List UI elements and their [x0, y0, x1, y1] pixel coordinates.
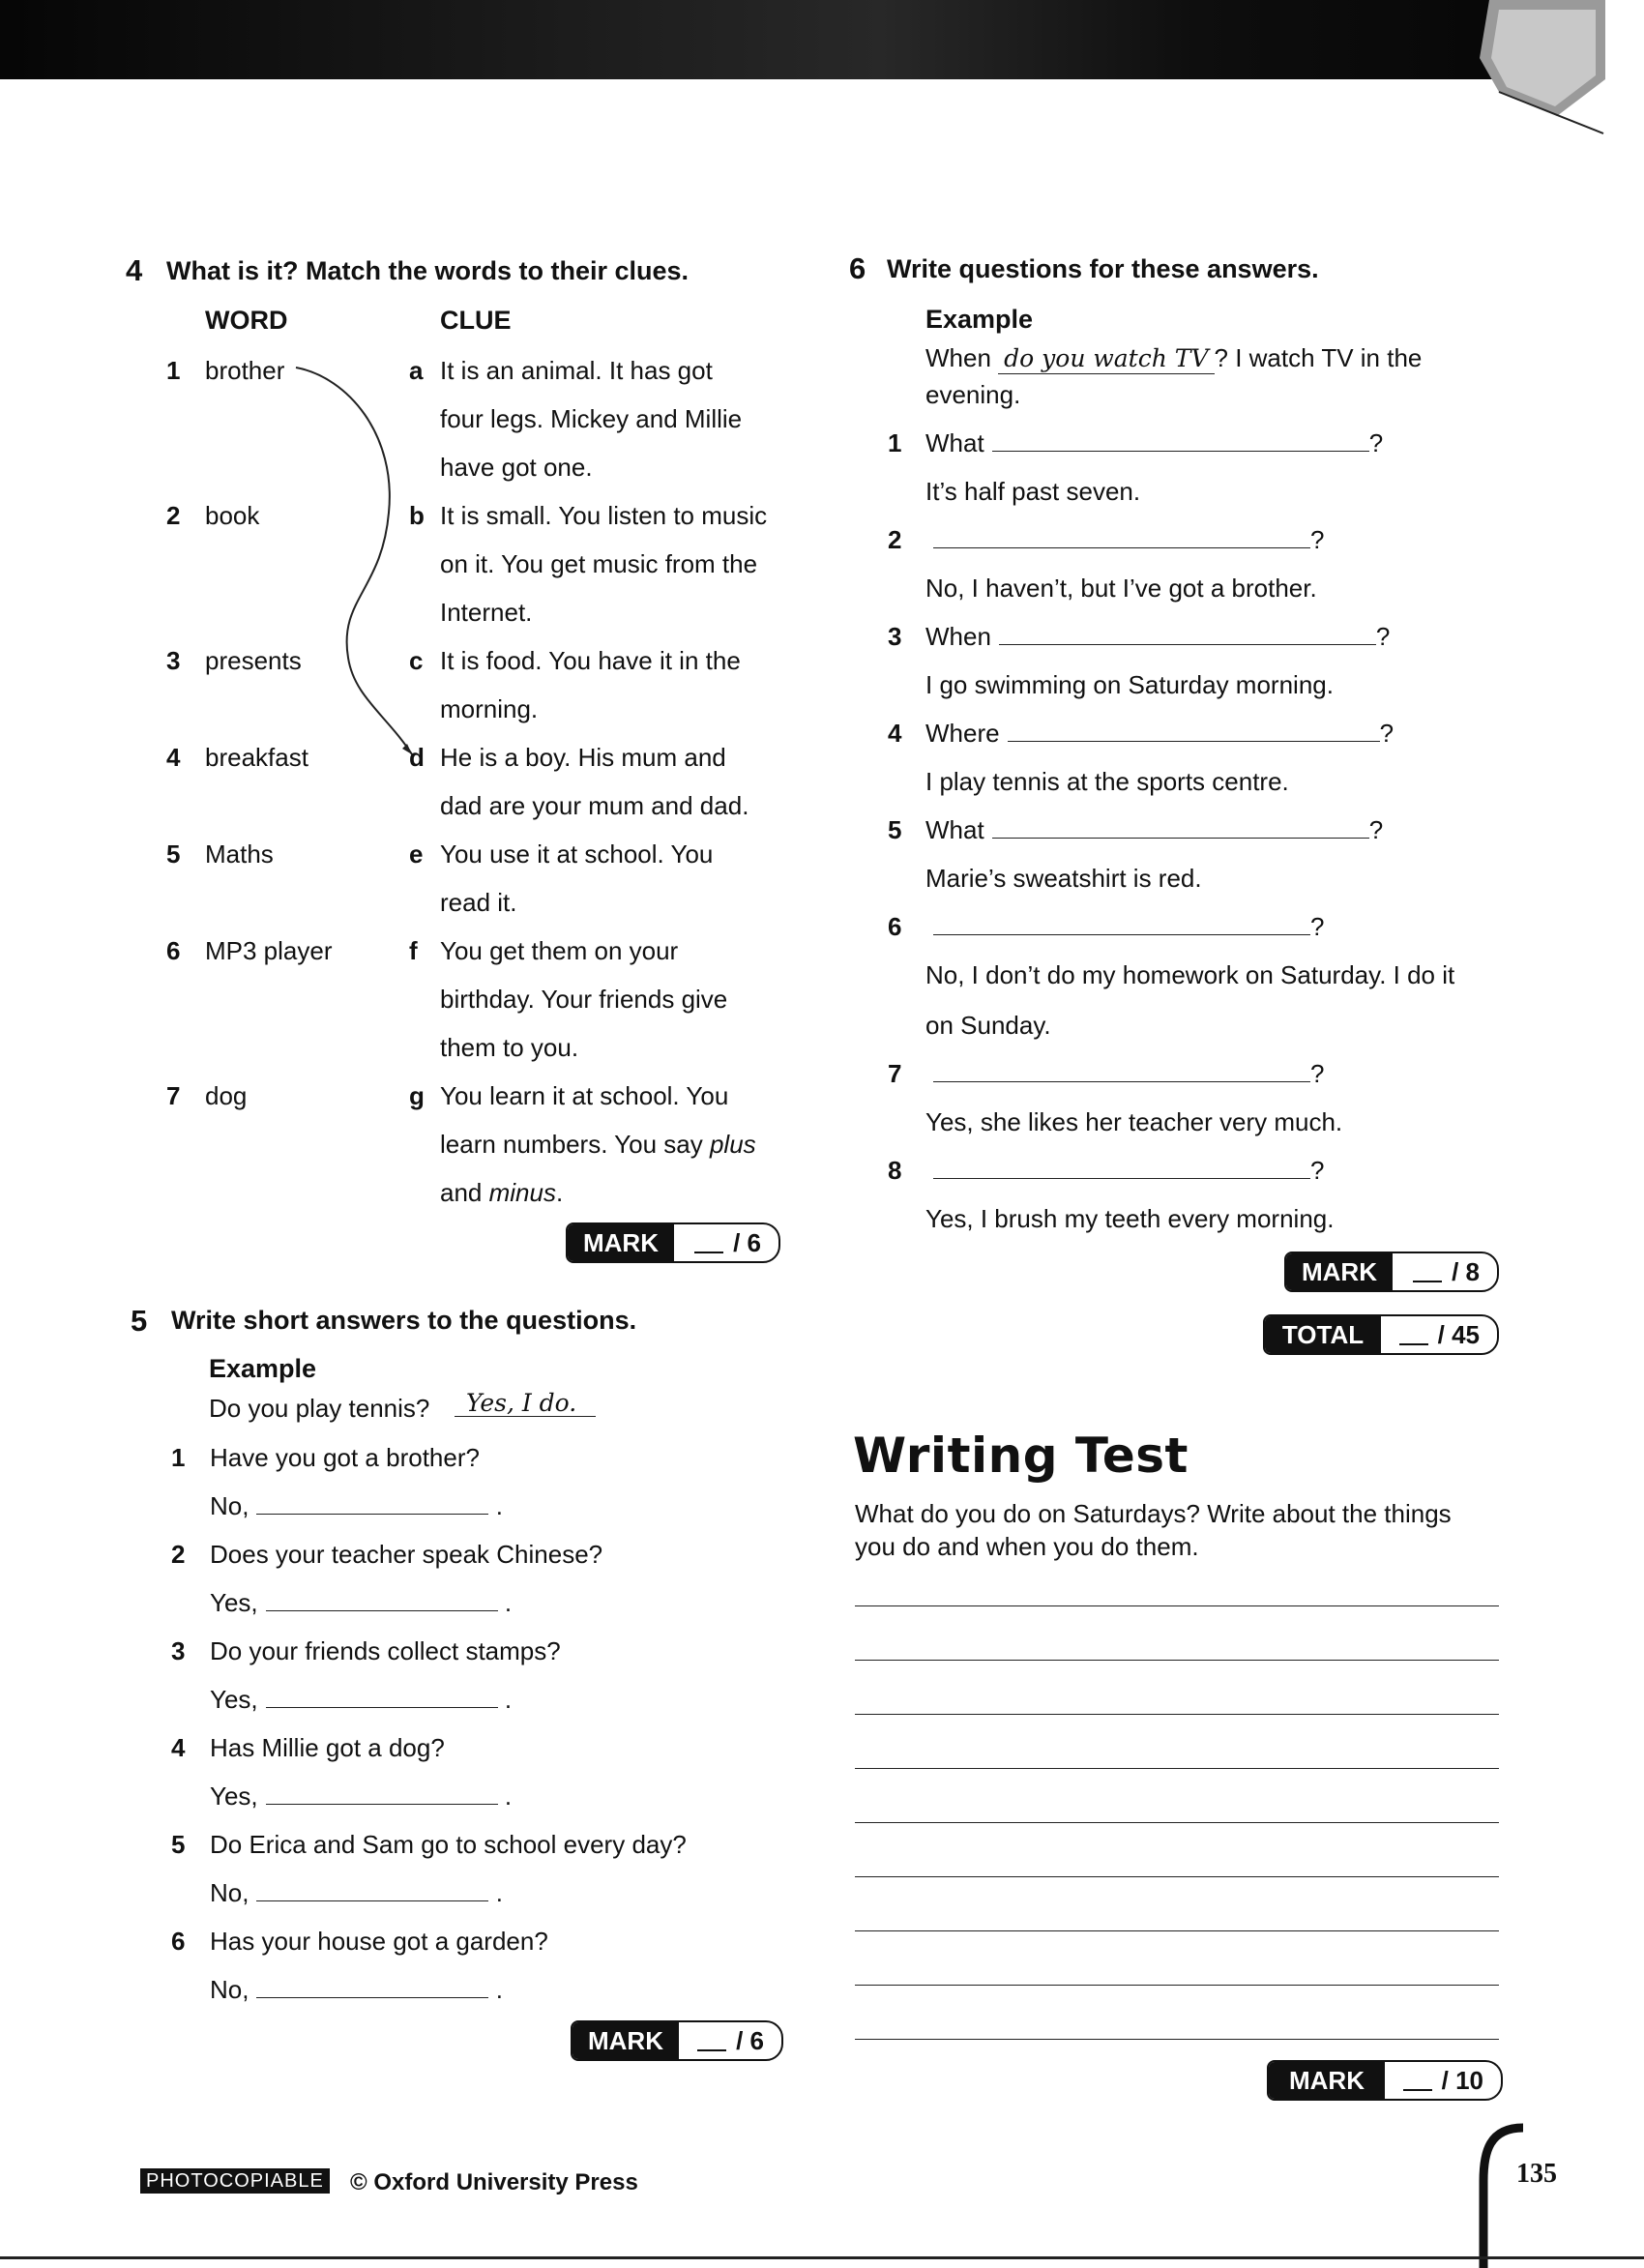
q5-example-answer-line [455, 1389, 596, 1417]
q4-clue-line: four legs. Mickey and Millie [440, 404, 743, 433]
q5-answer-period: . [497, 1685, 513, 1714]
q5-answer-line [266, 1686, 498, 1708]
q6-answer-line [933, 1060, 1310, 1082]
q4-clue-line: birthday. Your friends give [440, 985, 728, 1014]
q5-question-1: Have you got a brother? [210, 1443, 480, 1472]
q6-question-mark: ? [1368, 815, 1384, 844]
total-mark-box [1263, 1314, 1499, 1355]
q5-question-6: Has your house got a garden? [210, 1927, 548, 1956]
q5-item-number: 4 [171, 1733, 186, 1762]
q6-question-mark: ? [1375, 622, 1391, 651]
q4-clue-text: . [555, 1178, 564, 1207]
q6-question-mark: ? [1310, 525, 1325, 554]
q6-title: Write questions for these answers. [887, 254, 1319, 283]
writing-mark-label: MARK [1269, 2062, 1385, 2099]
q6-answer-line [1008, 720, 1380, 742]
q5-answer-period: . [488, 1975, 503, 2004]
q6-question-row-1 [925, 428, 1383, 458]
q5-answer-row-1 [210, 1491, 503, 1521]
q4-clue-line: morning. [440, 694, 539, 723]
q6-answer-line [999, 623, 1376, 645]
q6-answer-line [992, 816, 1369, 839]
q4-clue-letter: c [409, 646, 424, 675]
q5-item-number: 5 [171, 1830, 186, 1859]
q6-example-start: When [925, 343, 991, 372]
q5-answer-row-3 [210, 1685, 512, 1715]
writing-line [855, 1822, 1499, 1823]
q5-item-number: 2 [171, 1540, 186, 1569]
q4-clue-line: read it. [440, 888, 517, 917]
q5-answer-line [256, 1492, 488, 1515]
q4-word-2: book [205, 501, 260, 530]
q6-answer-text: I go swimming on Saturday morning. [925, 670, 1334, 699]
publisher-credit: © Oxford University Press [350, 2169, 638, 2195]
q4-clue-letter: d [409, 743, 425, 772]
q4-clue-letter: a [409, 356, 424, 385]
q6-question-mark: ? [1368, 428, 1384, 457]
header-band-texture [0, 0, 1601, 79]
q4-clue-italic: minus [488, 1178, 556, 1207]
q6-question-row-4 [925, 719, 1394, 749]
writing-mark-value: / 10 [1441, 2065, 1483, 2095]
q4-clue-line: on it. You get music from the [440, 549, 758, 578]
q5-answer-prefix: Yes, [210, 1588, 258, 1617]
q5-example-question: Do you play tennis? [209, 1394, 430, 1423]
q5-answer-prefix: No, [210, 1491, 250, 1520]
q5-item-number: 3 [171, 1636, 186, 1665]
q5-question-4: Has Millie got a dog? [210, 1733, 445, 1762]
q4-clue-line: It is an animal. It has got [440, 356, 713, 385]
q4-clue-line: You get them on your [440, 936, 679, 965]
q6-question-row-8 [925, 1156, 1324, 1186]
q5-mark-label: MARK [572, 2022, 679, 2059]
q6-example-line [925, 343, 1422, 374]
q6-answer-text: on Sunday. [925, 1011, 1051, 1040]
q4-word-number: 1 [166, 356, 181, 385]
q5-answer-period: . [497, 1782, 513, 1811]
q6-question-start: What [925, 428, 984, 457]
q6-answer-text: Yes, I brush my teeth every morning. [925, 1204, 1335, 1233]
q5-question-3: Do your friends collect stamps? [210, 1636, 561, 1665]
q5-answer-line [266, 1782, 498, 1805]
q6-number: 6 [849, 251, 866, 285]
q6-example-end: ? I watch TV in the [1214, 343, 1423, 372]
q4-word-1: brother [205, 356, 285, 385]
q5-answer-period: . [488, 1491, 503, 1520]
q4-col-clue: CLUE [440, 306, 512, 335]
q6-question-mark: ? [1379, 719, 1394, 748]
q4-clue-text: learn numbers. You say [440, 1130, 710, 1159]
q4-word-number: 2 [166, 501, 181, 530]
q5-mark-box [571, 2020, 783, 2061]
q6-question-row-6 [925, 912, 1324, 942]
q4-clue-line: It is small. You listen to music [440, 501, 768, 530]
q4-clue-line [440, 1178, 563, 1208]
q5-example-answer: Yes, I do. [466, 1389, 577, 1417]
q6-answer-text: It’s half past seven. [925, 477, 1141, 506]
q4-mark-box [566, 1222, 780, 1263]
q5-item-number: 1 [171, 1443, 186, 1472]
q6-item-number: 5 [888, 815, 902, 844]
q4-clue-text: and [440, 1178, 489, 1207]
q5-mark-value: / 6 [736, 2025, 764, 2055]
q6-question-start: What [925, 815, 984, 844]
q6-question-mark: ? [1310, 1156, 1325, 1185]
q4-clue-line [440, 1130, 756, 1160]
q6-question-row-5 [925, 815, 1383, 845]
q4-clue-line: them to you. [440, 1033, 579, 1062]
writing-mark-box [1267, 2060, 1503, 2101]
total-mark-label: TOTAL [1265, 1316, 1381, 1353]
q6-question-mark: ? [1310, 1059, 1325, 1088]
q6-answer-line [992, 429, 1369, 452]
q5-answer-row-5 [210, 1878, 503, 1908]
writing-line [855, 1660, 1499, 1661]
q4-word-5: Maths [205, 839, 274, 869]
writing-line [855, 1876, 1499, 1877]
q4-clue-line: dad are your mum and dad. [440, 791, 749, 820]
q5-question-2: Does your teacher speak Chinese? [210, 1540, 603, 1569]
q4-title: What is it? Match the words to their clues. [166, 256, 690, 285]
q5-answer-prefix: Yes, [210, 1782, 258, 1811]
q5-title: Write short answers to the questions. [171, 1306, 637, 1335]
q4-word-7: dog [205, 1081, 248, 1110]
q4-word-3: presents [205, 646, 302, 675]
q5-answer-period: . [488, 1878, 503, 1907]
page-bracket [1470, 2123, 1528, 2268]
q4-number: 4 [126, 253, 143, 287]
q5-answer-line [256, 1879, 488, 1901]
q6-answer-text: No, I don’t do my homework on Saturday. I do it [925, 960, 1455, 989]
q6-question-row-2 [925, 525, 1324, 555]
q6-mark-value: / 8 [1452, 1256, 1480, 1286]
q4-clue-line: You learn it at school. You [440, 1081, 729, 1110]
q4-word-number: 7 [166, 1081, 181, 1110]
q6-example-answer: do you watch TV [1004, 344, 1209, 372]
q6-item-number: 2 [888, 525, 902, 554]
q4-clue-letter: e [409, 839, 424, 869]
writing-line [855, 2039, 1499, 2040]
q5-answer-line [256, 1976, 488, 1998]
q4-word-number: 3 [166, 646, 181, 675]
writing-test-prompt-line1: What do you do on Saturdays? Write about the things [855, 1499, 1452, 1528]
writing-line [855, 1605, 1499, 1606]
q6-answer-text: Yes, she likes her teacher very much. [925, 1107, 1343, 1136]
q6-answer-text: Marie’s sweatshirt is red. [925, 864, 1202, 893]
q6-answer-text: No, I haven’t, but I’ve got a brother. [925, 574, 1317, 603]
writing-test-title: Writing Test [853, 1428, 1189, 1484]
q6-question-start: Where [925, 719, 1000, 748]
q4-clue-letter: b [409, 501, 425, 530]
q6-mark-label: MARK [1286, 1253, 1393, 1290]
q6-answer-line [933, 913, 1310, 935]
q5-answer-row-6 [210, 1975, 503, 2005]
q5-answer-prefix: No, [210, 1878, 250, 1907]
q6-item-number: 1 [888, 428, 902, 457]
q4-word-number: 4 [166, 743, 181, 772]
q5-answer-period: . [497, 1588, 513, 1617]
q6-item-number: 6 [888, 912, 902, 941]
q4-word-number: 6 [166, 936, 181, 965]
q6-answer-text: I play tennis at the sports centre. [925, 767, 1289, 796]
q6-question-row-7 [925, 1059, 1324, 1089]
q6-item-number: 8 [888, 1156, 902, 1185]
q4-word-4: breakfast [205, 743, 308, 772]
q4-clue-line: Internet. [440, 598, 533, 627]
q4-clue-line: You use it at school. You [440, 839, 714, 869]
q4-clue-line: It is food. You have it in the [440, 646, 741, 675]
writing-line [855, 1714, 1499, 1715]
q4-word-6: MP3 player [205, 936, 333, 965]
q5-answer-row-4 [210, 1782, 512, 1811]
q6-item-number: 3 [888, 622, 902, 651]
q4-clue-letter: g [409, 1081, 425, 1110]
q6-answer-line [933, 526, 1310, 548]
q6-item-number: 4 [888, 719, 902, 748]
q6-question-row-3 [925, 622, 1390, 652]
example-match-line [290, 358, 426, 764]
q5-answer-row-2 [210, 1588, 512, 1618]
q6-question-mark: ? [1310, 912, 1325, 941]
q5-answer-prefix: No, [210, 1975, 250, 2004]
q5-question-5: Do Erica and Sam go to school every day? [210, 1830, 687, 1859]
bottom-rule [0, 2256, 1644, 2259]
writing-line [855, 1768, 1499, 1769]
q6-answer-line [933, 1157, 1310, 1179]
q6-item-number: 7 [888, 1059, 902, 1088]
q4-clue-line: He is a boy. His mum and [440, 743, 726, 772]
q6-mark-box [1284, 1252, 1499, 1292]
writing-test-prompt-line2: you do and when you do them. [855, 1532, 1199, 1561]
q6-example-line2: evening. [925, 380, 1021, 409]
q5-answer-prefix: Yes, [210, 1685, 258, 1714]
q4-clue-italic: plus [709, 1130, 756, 1159]
q6-question-start: When [925, 622, 991, 651]
q4-word-number: 5 [166, 839, 181, 869]
total-mark-value: / 45 [1437, 1319, 1480, 1349]
q4-clue-letter: f [409, 936, 418, 965]
q4-clue-line: have got one. [440, 453, 593, 482]
q5-number: 5 [131, 1304, 148, 1338]
q4-mark-value: / 6 [733, 1227, 761, 1257]
q4-col-word: WORD [205, 306, 288, 335]
writing-line [855, 1930, 1499, 1931]
page-number: 135 [1516, 2159, 1557, 2189]
writing-line [855, 1985, 1499, 1986]
q4-mark-label: MARK [568, 1224, 674, 1261]
photocopiable-badge [140, 2170, 330, 2193]
q5-item-number: 6 [171, 1927, 186, 1956]
q5-answer-line [266, 1589, 498, 1611]
page-curl-graphic [1460, 0, 1605, 135]
q5-example-label: Example [209, 1354, 317, 1383]
q6-example-label: Example [925, 305, 1034, 334]
photocopiable-label: PHOTOCOPIABLE [140, 2168, 330, 2194]
